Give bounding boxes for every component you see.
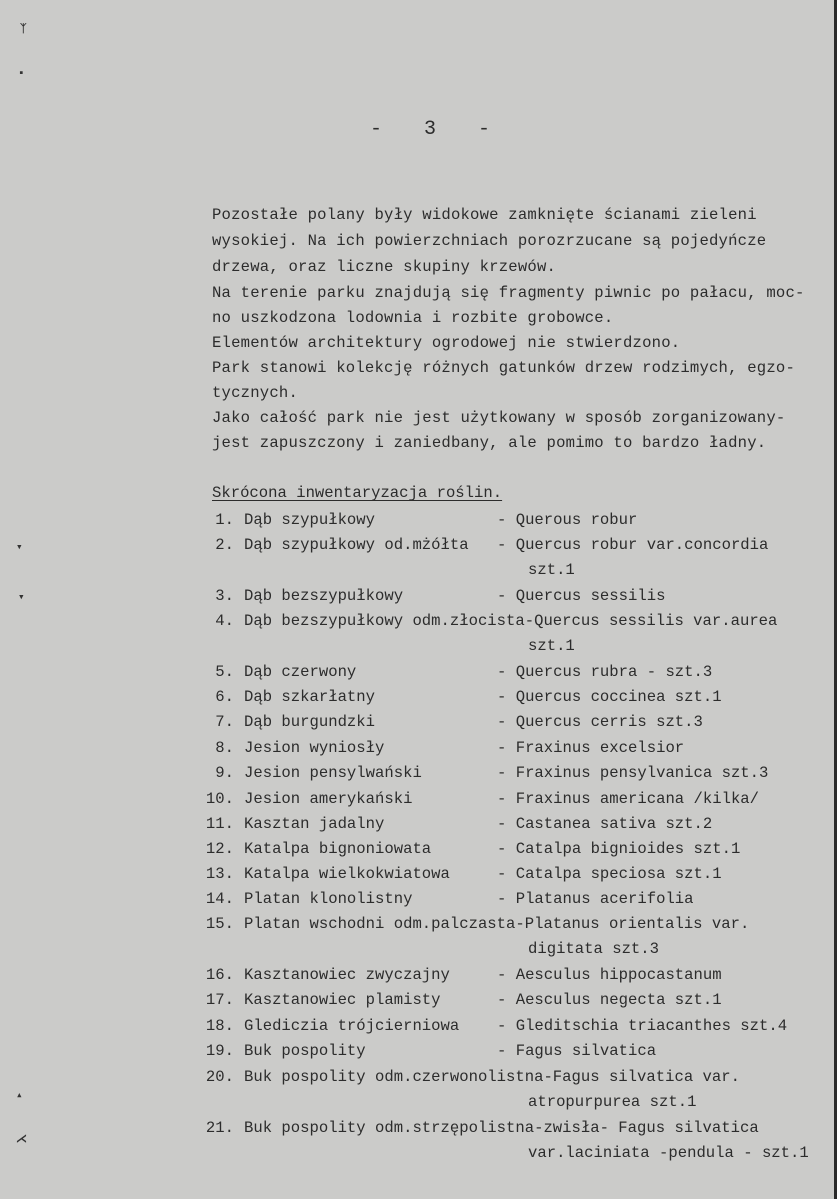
list-item-polish-name: Kasztanowiec zwyczajny — [244, 966, 450, 984]
paragraph-line: drzewa, oraz liczne skupiny krzewów. — [212, 258, 557, 276]
list-item-polish-name: Kasztanowiec plamisty — [244, 991, 441, 1009]
list-item-polish-name: Kasztan jadalny — [244, 815, 385, 833]
list-item-number: 14. — [205, 890, 234, 908]
list-item-polish-name: Dąb szypułkowy od.mżółta — [244, 536, 469, 554]
list-item-latin-name: - Catalpa bignioides szt.1 — [497, 840, 741, 858]
paragraph-line: Pozostałe polany były widokowe zamknięte ścianami zieleni — [212, 206, 757, 224]
list-item-polish-name: Dąb burgundzki — [244, 713, 376, 731]
list-item-number: 7. — [215, 713, 234, 731]
list-item-number: 6. — [215, 688, 234, 706]
list-item-latin-name: - Catalpa speciosa szt.1 — [497, 865, 722, 883]
list-item-number: 1. — [215, 511, 234, 529]
list-item-latin-name: - Fraxinus americana /kilka/ — [497, 790, 760, 808]
paragraph-line: Park stanowi kolekcję różnych gatunków drzew rodzimych, egzo- — [212, 359, 796, 377]
list-item-latin-name: - Fraxinus excelsior — [497, 739, 685, 757]
list-item-latin-name: - Quercus sessilis — [497, 587, 666, 605]
list-item-number: 19. — [205, 1042, 234, 1060]
list-item-polish-name: Dąb czerwony — [244, 663, 357, 681]
inventory-heading: Skrócona inwentaryzacja roślin. — [212, 484, 503, 502]
paragraph-line: tycznych. — [212, 384, 299, 402]
list-item-full-line: Dąb bezszypułkowy odm.złocista-Quercus sessilis var.aurea — [244, 612, 778, 630]
scan-mark: ⋌ — [16, 1134, 27, 1146]
list-item-latin-name: - Aesculus negecta szt.1 — [497, 991, 722, 1009]
list-item-number: 9. — [215, 764, 234, 782]
list-item-number: 13. — [205, 865, 234, 883]
list-item-number: 16. — [205, 966, 234, 984]
list-item-number: 12. — [205, 840, 234, 858]
list-item-latin-name: - Castanea sativa szt.2 — [497, 815, 713, 833]
list-item-number: 3. — [215, 587, 234, 605]
list-item-polish-name: Gledicziа trójcierniowa — [244, 1017, 460, 1035]
list-item-continuation: digitata szt.3 — [528, 940, 660, 958]
list-item-polish-name: Jesion amerykański — [244, 790, 413, 808]
list-item-polish-name: Platan klonolistny — [244, 890, 413, 908]
list-item-polish-name: Katalpa bignoniowata — [244, 840, 432, 858]
list-item-polish-name: Dąb szkarłatny — [244, 688, 376, 706]
paragraph-line: Jako całość park nie jest użytkowany w sposób zorganizowany- — [212, 409, 786, 427]
paragraph-line: Elementów architektury ogrodowej nie stwierdzono. — [212, 334, 681, 352]
list-item-number: 18. — [205, 1017, 234, 1035]
list-item-latin-name: - Querous robur — [497, 511, 638, 529]
paragraph-line: no uszkodzona lodownia i rozbite grobowce. — [212, 309, 614, 327]
list-item-continuation: szt.1 — [528, 637, 575, 655]
list-item-latin-name: - Fagus silvatica — [497, 1042, 657, 1060]
list-item-number: 21. — [205, 1119, 234, 1137]
list-item-full-line: Platan wschodni odm.palczasta-Platanus orientalis var. — [244, 915, 750, 933]
scan-mark: ▴ — [16, 1090, 23, 1102]
list-item-number: 20. — [205, 1068, 234, 1086]
list-item-full-line: Buk pospolity odm.czerwonolistna-Fagus silvatica var. — [244, 1068, 740, 1086]
list-item-latin-name: - Quercus coccinea szt.1 — [497, 688, 722, 706]
list-item-continuation: var.laciniata -pendula - szt.1 — [528, 1144, 809, 1162]
list-item-continuation: atropurpurea szt.1 — [528, 1093, 697, 1111]
list-item-polish-name: Jesion pensylwański — [244, 764, 422, 782]
list-item-latin-name: - Gleditschia triacanthes szt.4 — [497, 1017, 788, 1035]
list-item-number: 15. — [205, 915, 234, 933]
list-item-polish-name: Jesion wyniosły — [244, 739, 385, 757]
paragraph-line: wysokiej. Na ich powierzchniach porozrzucane są pojedyńcze — [212, 232, 767, 250]
list-item-latin-name: - Aesculus hippocastanum — [497, 966, 722, 984]
list-item-continuation: szt.1 — [528, 561, 575, 579]
page-number: - 3 - — [370, 118, 497, 141]
list-item-latin-name: - Fraxinus pensylvanica szt.3 — [497, 764, 769, 782]
list-item-number: 2. — [215, 536, 234, 554]
scan-mark: ▾ — [16, 542, 23, 554]
scan-mark: ᛉ — [20, 24, 27, 36]
list-item-number: 4. — [215, 612, 234, 630]
list-item-number: 5. — [215, 663, 234, 681]
list-item-number: 10. — [205, 790, 234, 808]
list-item-polish-name: Dąb szypułkowy — [244, 511, 376, 529]
list-item-number: 17. — [205, 991, 234, 1009]
list-item-latin-name: - Quercus robur var.concordia — [497, 536, 769, 554]
list-item-latin-name: - Platanus acerifolia — [497, 890, 694, 908]
list-item-polish-name: Dąb bezszypułkowy — [244, 587, 404, 605]
list-item-number: 8. — [215, 739, 234, 757]
list-item-polish-name: Buk pospolity — [244, 1042, 366, 1060]
list-item-number: 11. — [205, 815, 234, 833]
paragraph-line: Na terenie parku znajdują się fragmenty piwnic po pałacu, moc- — [212, 284, 805, 302]
list-item-latin-name: - Quercus rubra - szt.3 — [497, 663, 713, 681]
scan-mark: ▪ — [18, 68, 25, 80]
scan-mark: ▾ — [18, 592, 25, 604]
paragraph-line: jest zapuszczony i zaniedbany, ale pomimo to bardzo ładny. — [212, 434, 767, 452]
list-item-latin-name: - Quercus cerris szt.3 — [497, 713, 703, 731]
list-item-full-line: Buk pospolity odm.strzępolistna-zwisła- Fagus silvatica — [244, 1119, 759, 1137]
list-item-polish-name: Katalpa wielkokwiatowa — [244, 865, 450, 883]
